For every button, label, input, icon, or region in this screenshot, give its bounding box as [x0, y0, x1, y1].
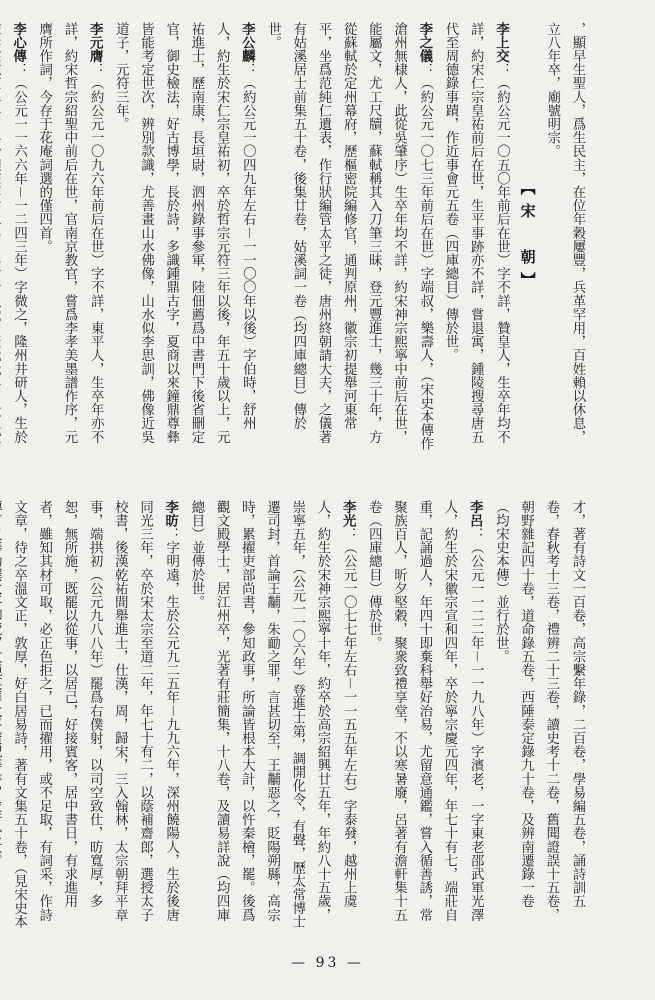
entry-text: ：（公元一〇七七年左右－一一五五年左右）字泰發，越州上虞人，約生於宋神宗熙寧十年，約卒於高宗紹興廿五年，年約八十五歲，崇寧五年，（公元一一〇六年）登進士第，調開化令，有聲，歷太常博士遷司封，首論王黼，朱勔之罪，言甚切至，王黼惡之，貶陽朔縣，高宗時，累擢吏部尚書，參知政事，所論皆根本大計，以忤秦檜，罷。後爲觀文殿學士，居江州卒，光著有莊簡集，十八卷，及讀易詳說（均四庫總目）並傳於世。: [188, 500, 357, 929]
entry-name: 李元膺: [87, 22, 104, 63]
entry-name: 李上交: [493, 22, 510, 63]
entry-name: 李光: [340, 500, 357, 528]
entry-text: ：字明遠，生於公元九二五年－九九六年，深州饒陽人，生於後唐同光三年，卒於宋太宗至道二年，年七十有二，以蔭補齋郎，選授太子校書，後漢乾祐間舉進士，仕漢，周，歸宋，三入翰林，太宗朝拜平章事，端拱初（公元九八八年）罷爲右僕射，以司空致仕，昉寬厚，多恕，無所施，既罷以從事，以居己，好接賓客，居中書日，有求進用者，雖知其材可取，必正色拒之，已而擢用，或不足取，有詞采，作詩文章，待之卒溫文正，敦厚，好白居易詩，著有文集五十卷，（見宋史本: [11, 500, 179, 929]
biography-entry: [108, 22, 260, 452]
entry-name: 李昉: [162, 500, 179, 528]
entry-text: ：（約公元一〇九六年前后在世）字不詳，東平人，生卒年亦不詳，約宋哲宗紹聖中前后在世，官南京教官，嘗爲李孝美墨譜作序，元膺所作詞，今存于花庵詞選的僅四首。: [36, 22, 104, 444]
entry-text: ：（約公元一〇四九年左右－一一〇〇年以後）字伯時，舒州人，約生於宋仁宗皇祐初，卒於哲宗元符三年以後，年五十歲以上，元祐進士，歷南康，長垣尉，泗州錄事參軍，陸佃薦爲中書門下後省刪定官，御史檢法，好古博學，長於詩，多識鍾鼎古字，夏商以來鐘鼎尊彝皆能考定世次，辨別款識，尤善畫山水佛像，山水似李思訓，佛像近吳道子，元符三年。: [113, 22, 256, 444]
biography-entry: [488, 500, 590, 930]
bottom-half-text: [11, 500, 590, 930]
entry-text: ：（公元一一二二年－一一九八年）字濱老，一字東老邵武軍光澤人，約生於宋徽宗宣和四年，卒於寧宗慶元四年，年七十有七，端莊自重，記誦過人，年四十即棄科舉好治易，尤留意通鑑，嘗入循善誘，常聚族百人，昕夕堅穀，聚衆致禮享堂，不以寒暑廢，呂著有澹軒集十五卷（四庫總目）傳於世。: [366, 500, 484, 922]
entry-text: ：（公元一一六六年－一二四三年）字微之，隆州井研人，生於: [11, 62, 27, 444]
page-number: — 93 —: [291, 955, 364, 971]
biography-entry: [0, 22, 32, 452]
entry-name: 李之儀: [416, 22, 433, 63]
continuation-paragraph: ，顯早生聖人，爲生民主，在位年穀屢豐，兵革罕用，百姓賴以休息，立八年卒，廟號明宗。: [544, 22, 585, 444]
section-heading: 【宋 朝】: [518, 179, 537, 295]
biography-entry: [0, 500, 184, 930]
biography-entry: [32, 22, 109, 452]
biography-entry: [260, 22, 437, 452]
top-half-text: [10, 22, 590, 452]
biography-entry: [184, 500, 361, 930]
entry-name: 李心傳: [10, 22, 27, 63]
biography-entry: [361, 500, 488, 930]
entry-text: ：（約公元一〇五〇年前后在世）字不詳，贊皇人，生卒年均不詳，約宋仁宗皇祐前后在世，生平事跡亦不詳，嘗退寓，鍾陵搜尋唐五代至周德錄事蹟，作近事會元五卷（四庫總目）傳於世。: [442, 22, 510, 444]
biography-entry: [438, 22, 515, 452]
entry-name: 李公麟: [239, 22, 256, 63]
entry-text: 才，著有詩文一百卷，高宗繫年錄，二百卷，學易編五卷，誦詩訓五卷，春秋考十三卷，禮辨二十三卷，讀史考十二卷，舊聞證誤十五卷，朝野雜記四十卷，道命錄五卷，西陲泰定錄九十卷，及辨南遷錄一卷（均宋史本傳）並行於世。: [493, 500, 585, 922]
entry-text: ：（約公元一〇七三年前后在世）字端叔，樂壽人，（宋史本傳作滄州無棣人，此從吳肇序）生卒年均不詳，約宋神宗熙寧中前后在世，能屬文，尤工尺牘，蘇軾稱其入刀筆三昧，登元豐進士，幾三十年，方從蘇軾於定州幕府，歷樞密院編修官，通判原州，徽宗初提舉河東常平，坐爲范純仁遺表，作行狀編管太平之徒，唐州終朝請大夫，之儀著有姑溪居士前集五十卷，後集廿卷，姑溪詞一卷（均四庫總目）傳於世。: [265, 22, 433, 451]
entry-name: 李呂: [467, 500, 484, 528]
